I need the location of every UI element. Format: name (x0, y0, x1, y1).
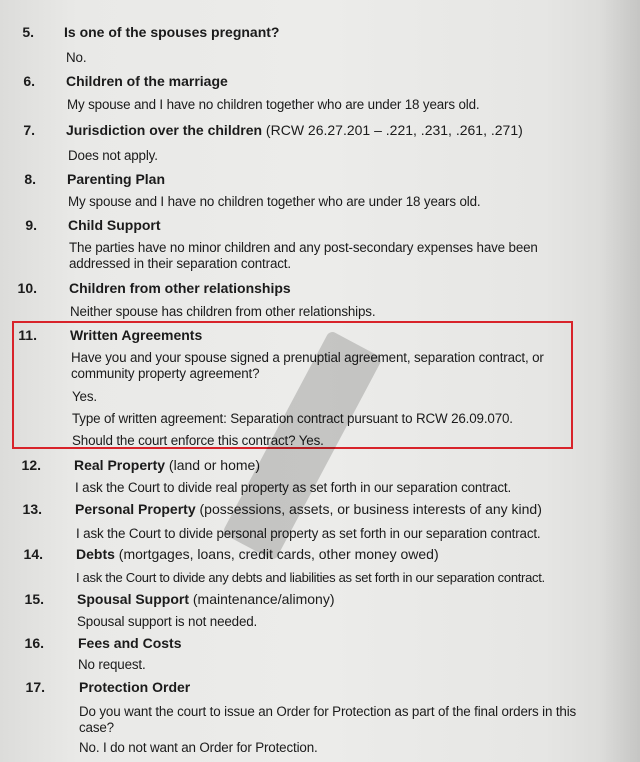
item-body-line: The parties have no minor children and any post-secondary expenses have been (69, 240, 538, 255)
item-number: 9. (25, 217, 37, 233)
item-heading (79, 679, 190, 696)
item-number: 10. (17, 280, 37, 296)
item-body-line: I ask the Court to divide personal property as set forth in our separation contract. (76, 526, 541, 541)
highlight-box (12, 321, 573, 449)
item-number: 14. (23, 546, 43, 562)
item-heading (69, 280, 291, 297)
item-heading (78, 635, 181, 652)
heading-text: Child Support (68, 217, 161, 233)
item-number: 8. (24, 171, 36, 187)
item-body-line: My spouse and I have no children together who are under 18 years old. (67, 97, 480, 112)
heading-text: Real Property (74, 457, 166, 473)
item-number: 15. (24, 591, 44, 607)
item-body-line: Neither spouse has children from other relationships. (70, 304, 376, 319)
heading-subtext: (maintenance/alimony) (189, 591, 335, 607)
item-body-line: community property agreement? (71, 366, 260, 381)
item-number: 11. (18, 327, 37, 343)
item-heading (64, 24, 279, 41)
item-body-line: My spouse and I have no children together who are under 18 years old. (68, 194, 481, 209)
item-number: 5. (22, 24, 34, 40)
item-number: 12. (21, 457, 41, 473)
heading-subtext: (mortgages, loans, credit cards, other money owed) (114, 546, 439, 562)
item-heading (75, 501, 542, 518)
item-heading (67, 171, 165, 188)
item-number: 13. (22, 501, 42, 517)
heading-text: Children of the marriage (66, 73, 228, 89)
heading-text: Written Agreements (70, 327, 203, 343)
page-edge-shadow (600, 0, 640, 762)
item-body-line: Have you and your spouse signed a prenuptial agreement, separation contract, or (71, 350, 544, 365)
heading-text: Fees and Costs (78, 635, 182, 651)
heading-subtext: (possessions, assets, or business interests of any kind) (195, 501, 542, 517)
heading-text: Parenting Plan (67, 171, 166, 187)
item-body-line: No. (66, 50, 87, 65)
item-number: 6. (23, 73, 35, 89)
heading-text: Debts (76, 546, 115, 562)
heading-text: Personal Property (75, 501, 196, 517)
item-heading (74, 457, 260, 474)
item-body-line: No request. (78, 657, 146, 672)
heading-text: Jurisdiction over the children (66, 122, 263, 138)
item-heading (76, 546, 439, 563)
item-number: 7. (23, 122, 35, 138)
item-heading (66, 73, 228, 90)
item-body-line: addressed in their separation contract. (69, 256, 291, 271)
item-number: 16. (24, 635, 44, 651)
item-heading (77, 591, 335, 608)
item-body-line: Should the court enforce this contract? Yes. (72, 433, 324, 448)
heading-text: Spousal Support (77, 591, 189, 607)
item-number: 17. (25, 679, 45, 695)
item-body-line: Do you want the court to issue an Order for Protection as part of the final orders in this (79, 704, 577, 719)
item-body-line: Type of written agreement: Separation contract pursuant to RCW 26.09.070. (72, 411, 513, 426)
heading-subtext: (land or home) (165, 457, 260, 473)
heading-text: Children from other relationships (69, 280, 291, 296)
heading-text: Is one of the spouses pregnant? (64, 24, 280, 40)
item-body-line: I ask the Court to divide real property as set forth in our separation contract. (75, 480, 512, 495)
item-body-line: I ask the Court to divide any debts and liabilities as set forth in our separation contract. (76, 570, 545, 585)
item-body-line: No. I do not want an Order for Protection. (79, 740, 318, 755)
heading-text: Protection Order (79, 679, 191, 695)
item-body-line: Yes. (72, 389, 97, 404)
item-heading (66, 122, 523, 139)
item-body-line: case? (79, 720, 114, 735)
item-heading (68, 217, 161, 234)
item-body-line: Does not apply. (68, 148, 158, 163)
heading-subtext: (RCW 26.27.201 – .221, .231, .261, .271) (262, 122, 523, 138)
item-body-line: Spousal support is not needed. (77, 614, 258, 629)
